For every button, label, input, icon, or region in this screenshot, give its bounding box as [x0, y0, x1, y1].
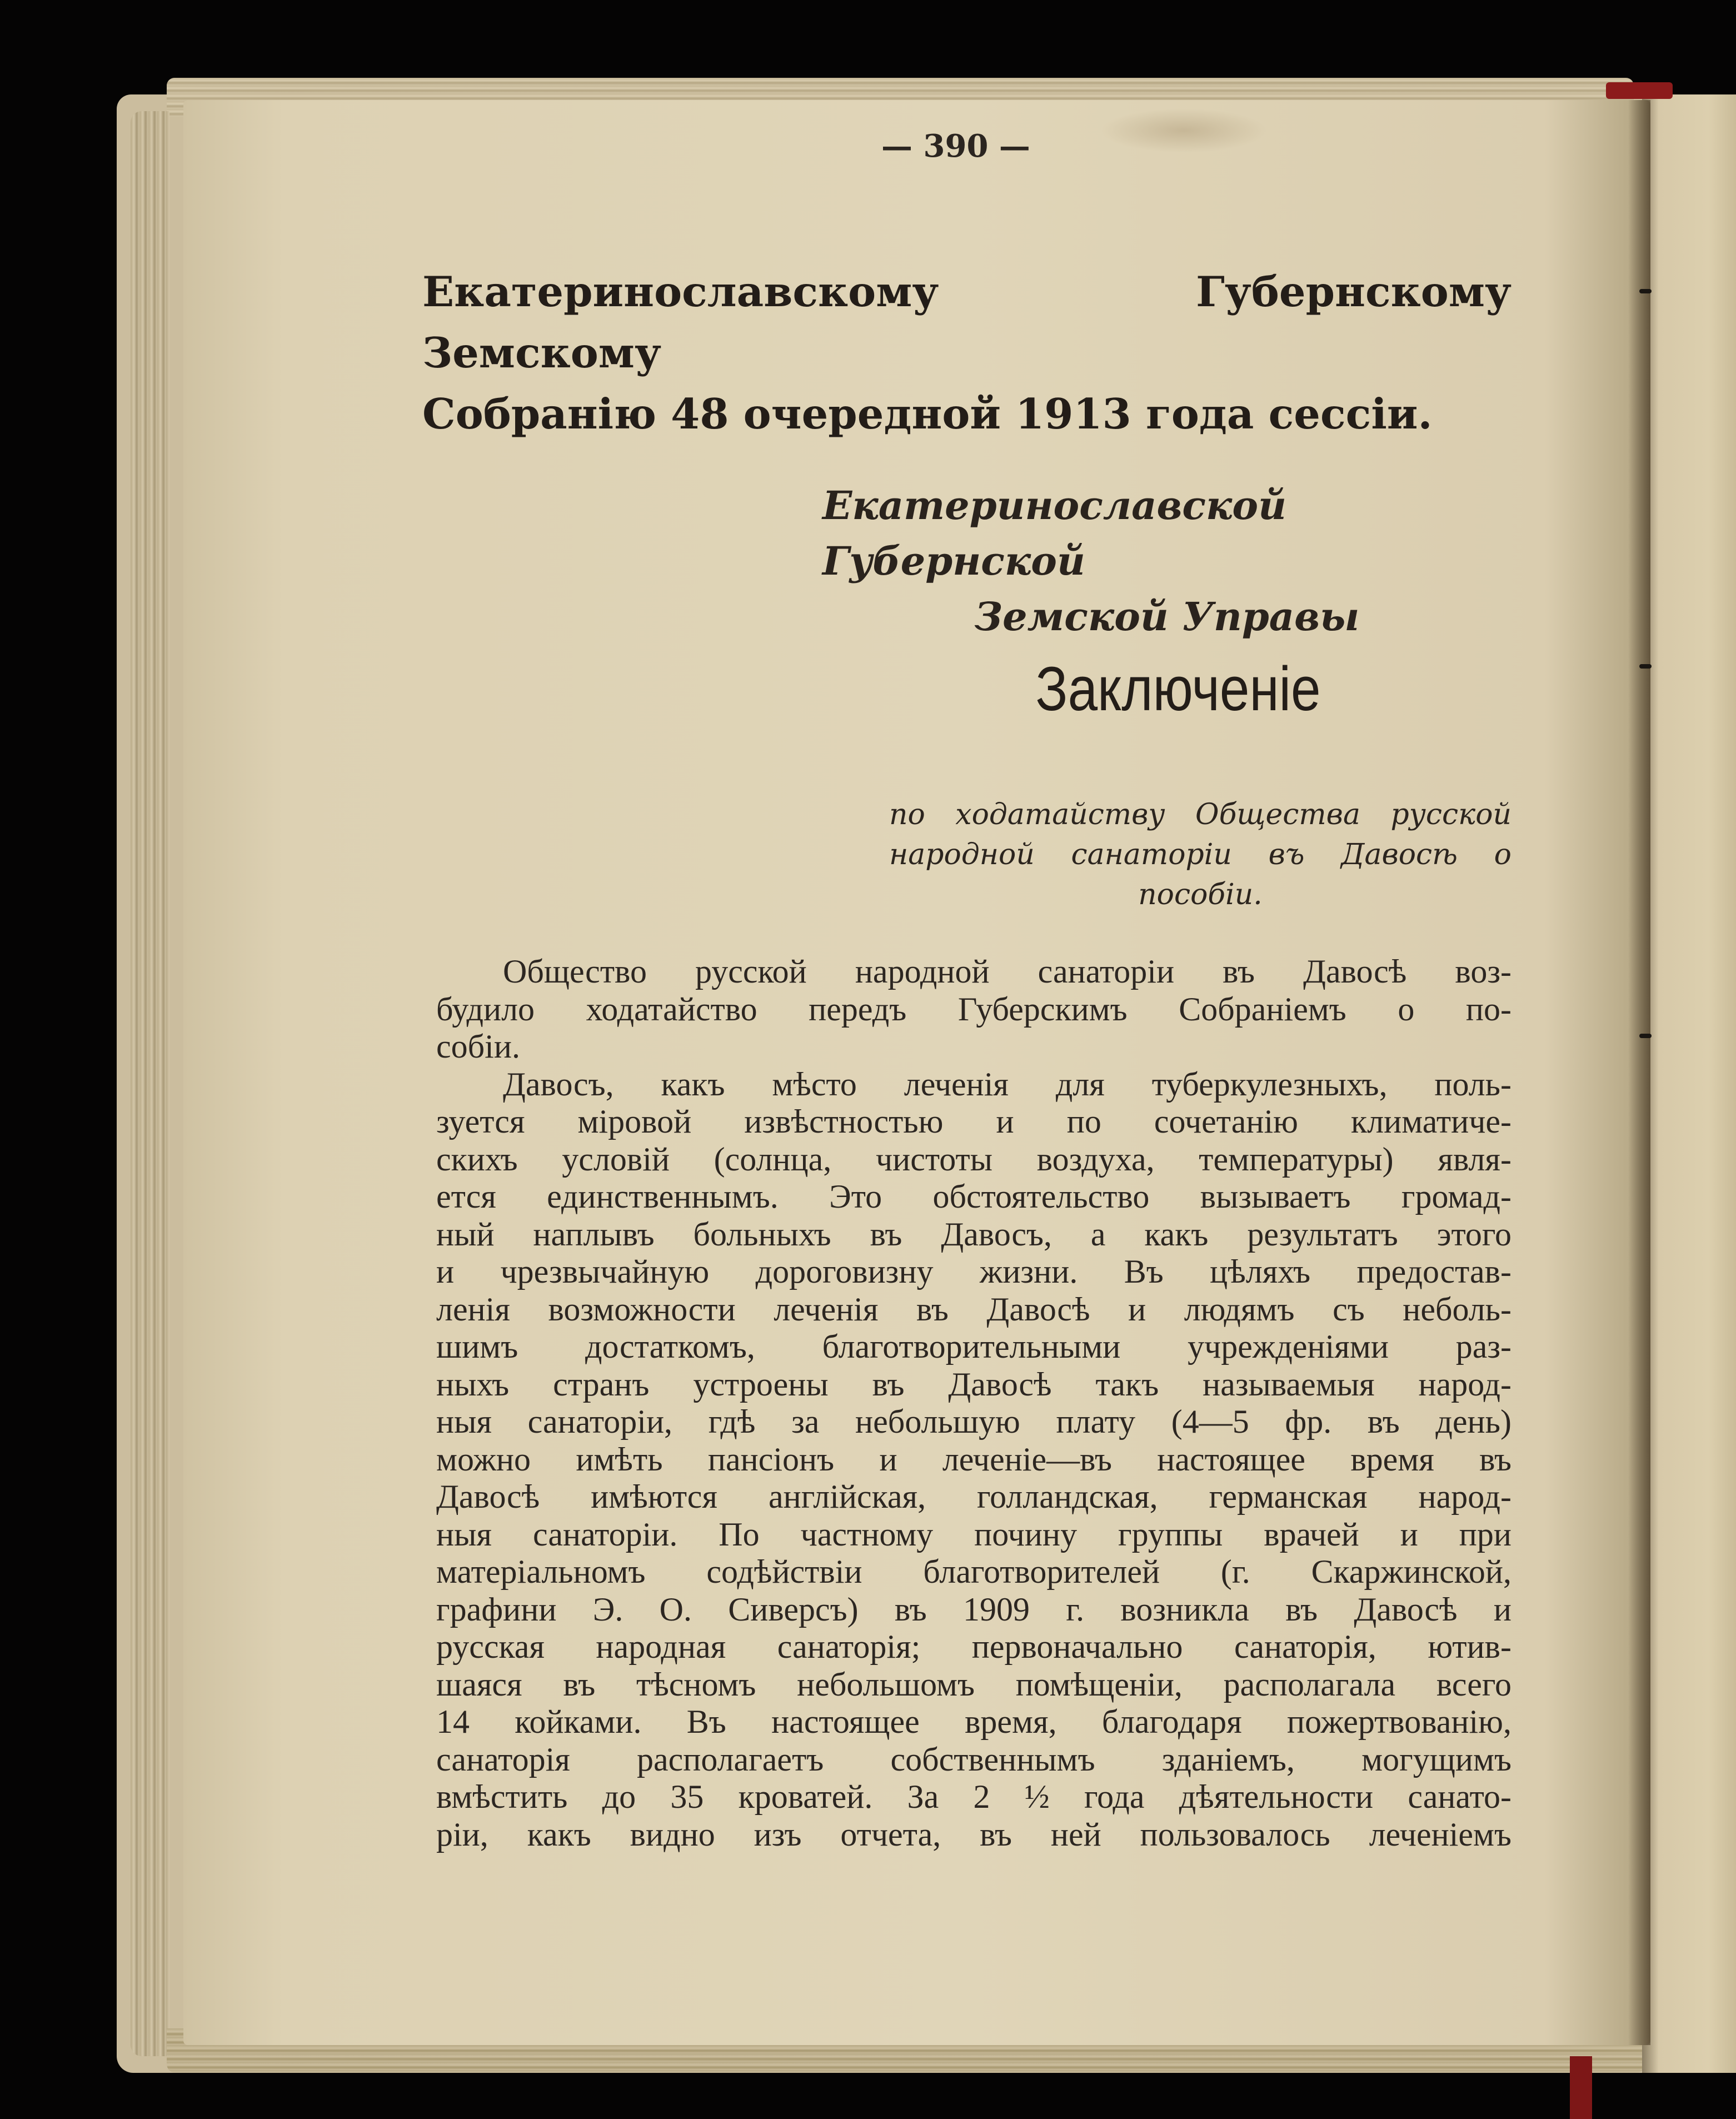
body-line: ный наплывъ больныхъ въ Давосъ, а какъ результатъ этого: [436, 1215, 1511, 1253]
subject-line-1: по ходатайству Общества русской: [889, 798, 1511, 831]
body-line: Давосѣ имѣются англійская, голландская, германская народ-: [436, 1478, 1511, 1515]
conclusion-title: Заключеніе: [1035, 654, 1321, 724]
issuer-block: [822, 478, 1511, 645]
red-ribbon-top: [1606, 82, 1673, 99]
page-stack-left-edge: [131, 111, 169, 2056]
paper-stain: [1100, 108, 1267, 153]
body-line: ныхъ странъ устроены въ Давосѣ такъ называемыя народ-: [436, 1365, 1511, 1403]
subject-line-2: народной санаторіи въ Давосѣ о: [889, 838, 1511, 871]
body-line: санаторія располагаетъ собственнымъ зданіемъ, могущимъ: [436, 1741, 1511, 1778]
body-line: 14 койками. Въ настоящее время, благодаря пожертвованію,: [436, 1703, 1511, 1740]
subject-block: [889, 795, 1511, 915]
binding-thread-mark: [1639, 289, 1652, 293]
spine-shadow: [1628, 100, 1650, 2045]
body-line: собіи.: [436, 1028, 520, 1065]
heading-line-2: Собранію 48 очередной 1913 года сессіи.: [422, 390, 1433, 438]
body-line: скихъ условій (солнца, чистоты воздуха, температуры) явля-: [436, 1140, 1511, 1178]
body-line: будило ходатайство передъ Губерскимъ Собраніемъ о по-: [436, 990, 1511, 1028]
body-line: вмѣстить до 35 кроватей. За 2 ½ года дѣятельности санато-: [436, 1778, 1511, 1815]
body-line: Общество русской народной санаторіи въ Давосѣ воз-: [503, 953, 1511, 990]
red-ribbon-bottom: [1570, 2056, 1592, 2119]
body-line: ріи, какъ видно изъ отчета, въ ней пользовалось леченіемъ: [436, 1816, 1511, 1853]
page-number: — 390 —: [881, 128, 1030, 164]
body-line: шимъ достаткомъ, благотворительными учрежденіями раз-: [436, 1328, 1511, 1365]
body-line: графини Э. О. Сиверсъ) въ 1909 г. возникла въ Давосѣ и: [436, 1591, 1511, 1628]
binding-thread-mark: [1639, 1034, 1652, 1038]
body-line: матеріальномъ содѣйствіи благотворителей (г. Скаржинской,: [436, 1553, 1511, 1590]
body-line: русская народная санаторія; первоначально санаторія, ютив-: [436, 1628, 1511, 1665]
body-line: ленія возможности леченія въ Давосѣ и людямъ съ неболь-: [436, 1290, 1511, 1328]
body-line: ется единственнымъ. Это обстоятельство вызываетъ громад-: [436, 1178, 1511, 1215]
heading-line-1: Екатеринославскому Губернскому Земскому: [422, 267, 1511, 377]
body-text: [436, 953, 1511, 1853]
document-heading: [422, 261, 1511, 445]
binding-thread-mark: [1639, 664, 1652, 669]
subject-line-3: пособіи.: [1138, 878, 1263, 911]
body-line: можно имѣть пансіонъ и леченіе—въ настоящее время въ: [436, 1440, 1511, 1478]
body-line: и чрезвычайную дороговизну жизни. Въ цѣляхъ предостав-: [436, 1253, 1511, 1290]
body-line: зуется міровой извѣстностью и по сочетанію климатиче-: [436, 1103, 1511, 1140]
body-line: Давосъ, какъ мѣсто леченія для туберкулезныхъ, поль-: [503, 1065, 1511, 1103]
body-line: ныя санаторіи. По частному почину группы врачей и при: [436, 1515, 1511, 1553]
facing-page-fragment: [1642, 94, 1736, 2073]
body-line: шаяся въ тѣсномъ небольшомъ помѣщеніи, располагала всего: [436, 1666, 1511, 1703]
issuer-line-2: Земской Управы: [974, 594, 1360, 640]
body-line: ныя санаторіи, гдѣ за небольшую плату (4—5 фр. въ день): [436, 1403, 1511, 1440]
issuer-line-1: Екатеринославской Губернской: [822, 482, 1287, 584]
